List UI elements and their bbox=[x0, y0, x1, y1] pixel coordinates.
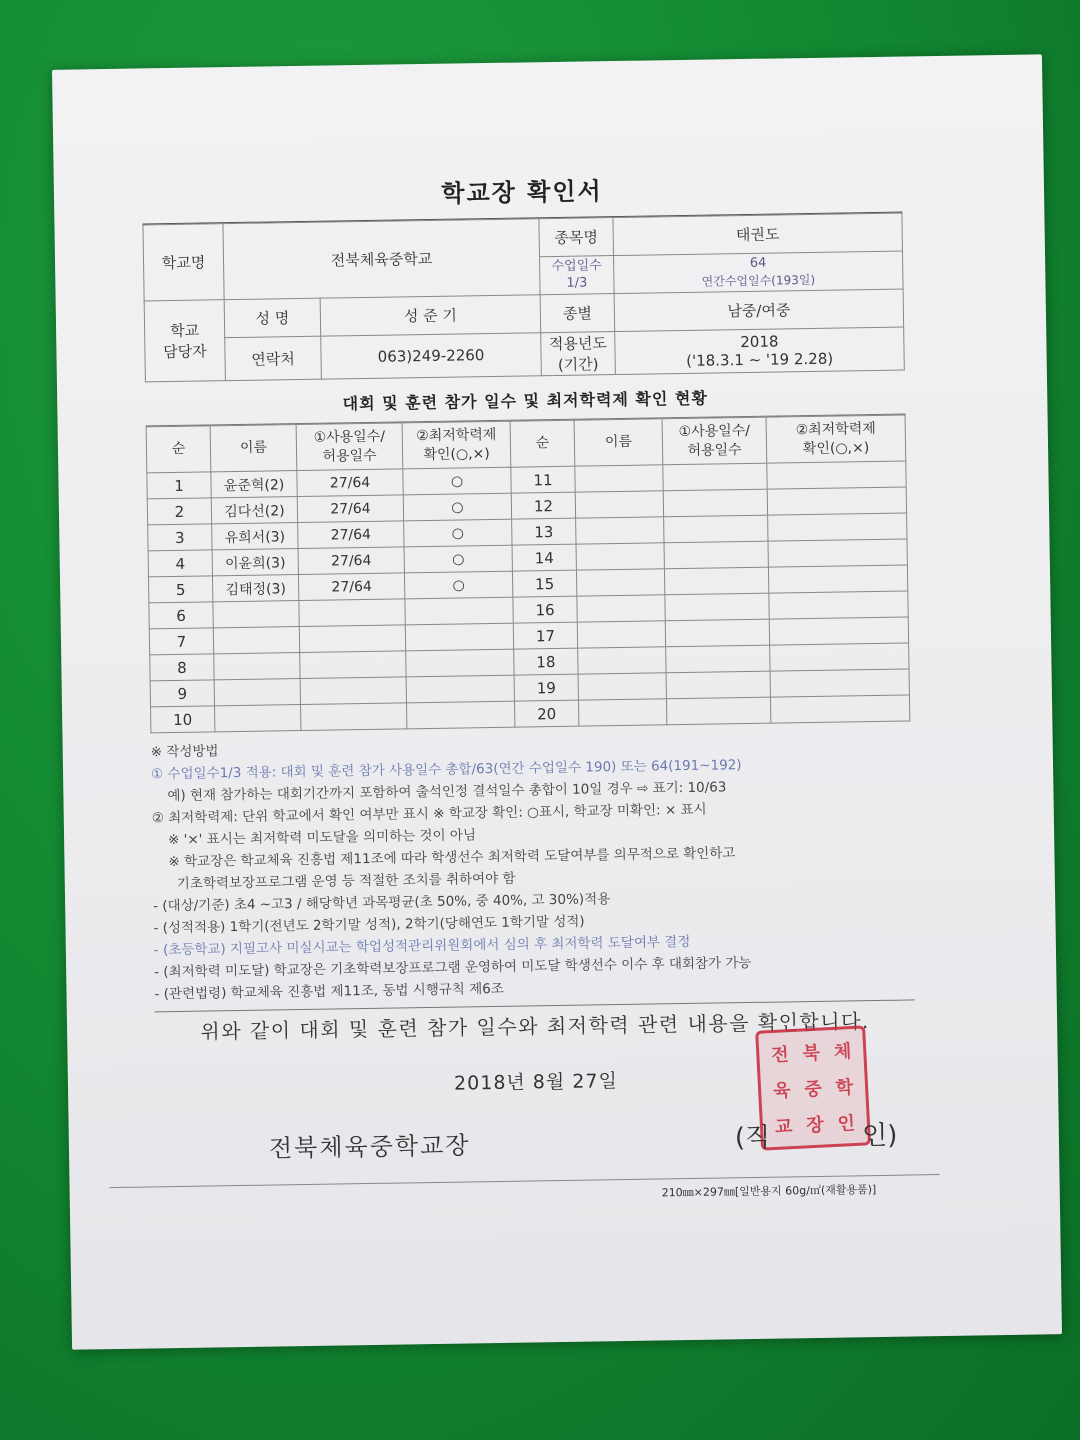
gender-value: 남중/여중 bbox=[614, 289, 904, 332]
row-check-right bbox=[770, 643, 909, 671]
note-line: ※ 작성방법 bbox=[150, 743, 219, 761]
row-days-left: 27/64 bbox=[298, 521, 404, 549]
days-label bbox=[540, 256, 615, 295]
issue-date: 2018년 8월 27일 bbox=[453, 1070, 619, 1095]
seal-char: 육 bbox=[772, 1080, 792, 1103]
days-label-line2: 1/3 bbox=[566, 274, 588, 291]
row-no-right: 13 bbox=[512, 518, 576, 545]
row-no-right: 18 bbox=[514, 648, 578, 675]
sport-value: 태권도 bbox=[613, 213, 903, 256]
note-line: 예) 현재 참가하는 대회기간까지 포함하여 출석인정 결석일수 총합이 10일 경우 ⇨ 표기: 10/63 bbox=[167, 779, 727, 805]
gender-label: 종별 bbox=[540, 294, 615, 333]
row-check-left bbox=[406, 675, 514, 703]
contact-label bbox=[144, 300, 225, 382]
row-name-left bbox=[215, 705, 301, 732]
row-check-right bbox=[770, 669, 909, 697]
note-line: ② 최저학력제: 단위 학교에서 확인 여부만 표시 ※ 학교장 확인: ○표시, 학교장 미확인: × 표시 bbox=[151, 801, 707, 827]
contact-label-line2: 담당자 bbox=[163, 342, 207, 362]
row-days-left: 27/64 bbox=[298, 547, 404, 575]
year-label bbox=[541, 332, 616, 376]
row-days-left bbox=[299, 625, 405, 653]
seal-left: (직 bbox=[734, 1122, 771, 1154]
confirmation-text: 위와 같이 대회 및 훈련 참가 일수와 최저학력 관련 내용을 확인합니다. bbox=[200, 1009, 870, 1044]
phone-label: 연락처 bbox=[225, 336, 322, 381]
row-no-right: 14 bbox=[512, 544, 576, 571]
row-no-right: 12 bbox=[511, 492, 575, 519]
row-days-right bbox=[664, 541, 768, 569]
header-check-line2: 확인(○,×) bbox=[802, 439, 870, 457]
days-note: 연간수업일수(193일) bbox=[701, 273, 816, 289]
header-check-line2: 확인(○,×) bbox=[423, 445, 490, 463]
row-name-left bbox=[213, 627, 299, 654]
seal-char: 학 bbox=[835, 1077, 854, 1099]
period-value: ('18.3.1 ~ '19 2.28) bbox=[686, 349, 834, 370]
header-check-right bbox=[766, 415, 906, 463]
row-no-left: 5 bbox=[148, 576, 212, 603]
row-name-right bbox=[578, 699, 666, 726]
header-check-line1: ②최저학력제 bbox=[416, 427, 497, 445]
year-label-line1: 적용년도 bbox=[548, 334, 607, 354]
row-check-right bbox=[767, 461, 906, 489]
year-label-line2: (기간) bbox=[557, 355, 599, 374]
section-title: 대회 및 훈련 참가 일수 및 최저학력제 확인 현황 bbox=[145, 370, 906, 426]
document-body bbox=[142, 167, 916, 1101]
document-title: 학교장 확인서 bbox=[142, 167, 903, 225]
row-check-left: ○ bbox=[404, 519, 512, 547]
paper-spec: 210㎜×297㎜[일반용지 60g/㎡(재활용품)] bbox=[661, 1183, 877, 1200]
row-no-left: 8 bbox=[150, 654, 214, 681]
header-check-line1: ②최저학력제 bbox=[795, 421, 876, 439]
row-name-right bbox=[578, 673, 666, 700]
row-no-right: 16 bbox=[513, 596, 577, 623]
header-days-line2: 허용일수 bbox=[687, 441, 742, 459]
info-table bbox=[142, 213, 904, 383]
row-name-left: 이윤희(3) bbox=[212, 549, 298, 576]
row-no-right: 19 bbox=[514, 674, 578, 701]
row-name-left: 김다선(2) bbox=[211, 497, 297, 524]
seal-char: 인 bbox=[837, 1112, 856, 1135]
row-check-left bbox=[406, 649, 514, 677]
row-check-right bbox=[768, 539, 907, 567]
row-name-left: 윤준혁(2) bbox=[211, 471, 297, 498]
seal-char: 장 bbox=[805, 1114, 825, 1137]
note-line: - (대상/기준) 초4 ~고3 / 해당학년 과목평균(초 50%, 중 40%, 고 30%)적용 bbox=[153, 891, 611, 915]
instructions bbox=[151, 729, 915, 1005]
note-line: 기초학력보장프로그램 운영 등 적절한 조치를 취하여야 함 bbox=[176, 870, 516, 892]
row-days-right bbox=[665, 619, 769, 647]
row-days-left: 27/64 bbox=[298, 573, 404, 601]
row-days-right bbox=[663, 463, 767, 491]
school-label: 학교명 bbox=[143, 224, 224, 301]
row-name-right bbox=[577, 621, 665, 648]
row-days-right bbox=[663, 489, 767, 517]
row-no-right: 17 bbox=[513, 622, 577, 649]
note-line: - (초등학교) 지필고사 미실시교는 학업성적관리위원회에서 심의 후 최저학력 도달여부 결정 bbox=[153, 933, 691, 959]
note-line: ※ 학교장은 학교체육 진흥법 제11조에 따라 학생선수 최저학력 도달여부를 의무적으로 확인하고 bbox=[168, 845, 736, 871]
row-name-right bbox=[577, 595, 665, 622]
participants-table bbox=[146, 414, 911, 733]
days-value: 64 bbox=[749, 255, 767, 271]
row-name-right bbox=[575, 465, 663, 492]
header-days-line1: ①사용일수/ bbox=[313, 428, 386, 447]
row-name-right bbox=[576, 517, 664, 544]
seal-char: 전 bbox=[770, 1044, 790, 1067]
sport-label: 종목명 bbox=[539, 218, 614, 257]
header-check-left bbox=[402, 421, 511, 469]
row-check-right bbox=[770, 695, 909, 723]
row-check-right bbox=[768, 513, 907, 541]
row-days-right bbox=[666, 645, 770, 673]
row-name-left bbox=[214, 653, 300, 680]
seal-right: 인) bbox=[861, 1120, 898, 1152]
header-days-right bbox=[662, 417, 767, 465]
name-label: 성 명 bbox=[224, 298, 321, 338]
row-check-left: ○ bbox=[404, 571, 512, 599]
row-no-left: 2 bbox=[147, 498, 211, 525]
row-no-right: 20 bbox=[514, 700, 578, 727]
header-name-left: 이름 bbox=[210, 425, 297, 472]
row-no-right: 11 bbox=[511, 466, 575, 493]
year-value-cell bbox=[615, 327, 905, 375]
seal-char: 교 bbox=[774, 1116, 793, 1138]
row-no-left: 6 bbox=[149, 602, 213, 629]
signer-name: 전북체육중학교장 bbox=[268, 1131, 471, 1163]
row-check-left bbox=[406, 701, 514, 729]
participants-body bbox=[147, 461, 910, 733]
note-line: ※ '×' 표시는 최저학력 미도달을 의미하는 것이 아님 bbox=[167, 827, 477, 849]
row-days-right bbox=[664, 567, 768, 595]
header-no-left: 순 bbox=[146, 426, 211, 473]
row-name-left bbox=[214, 679, 300, 706]
row-name-left: 김태정(3) bbox=[212, 575, 298, 602]
row-check-left: ○ bbox=[403, 493, 511, 521]
seal-mark bbox=[735, 1115, 898, 1155]
row-check-right bbox=[768, 565, 907, 593]
row-name-right bbox=[575, 491, 663, 518]
row-days-left: 27/64 bbox=[297, 495, 403, 523]
name-value: 성 준 기 bbox=[320, 295, 541, 336]
year-value: 2018 bbox=[740, 332, 779, 352]
row-days-left bbox=[300, 677, 406, 705]
contact-label-line1: 학교 bbox=[169, 321, 200, 341]
row-check-left: ○ bbox=[403, 467, 511, 495]
row-no-left: 1 bbox=[147, 472, 211, 499]
row-name-left bbox=[213, 601, 299, 628]
note-line: - (최저학력 미도달) 학교장은 기초학력보장프로그램 운영하여 미도달 학생선수 이수 후 대회참가 가능 bbox=[154, 954, 752, 981]
row-check-left bbox=[405, 623, 513, 651]
row-days-left: 27/64 bbox=[297, 469, 403, 497]
row-days-right bbox=[665, 593, 769, 621]
row-days-right bbox=[664, 515, 768, 543]
note-line: - (관련법령) 학교체육 진흥법 제11조, 동법 시행규칙 제6조 bbox=[154, 980, 505, 1003]
header-days-line2: 허용일수 bbox=[322, 447, 377, 465]
header-days-line1: ①사용일수/ bbox=[678, 423, 751, 441]
row-days-left bbox=[299, 599, 405, 627]
row-no-left: 4 bbox=[148, 550, 212, 577]
row-days-right bbox=[666, 697, 770, 725]
header-days-left bbox=[296, 423, 403, 471]
row-no-left: 9 bbox=[150, 680, 214, 707]
seal-char: 체 bbox=[833, 1041, 852, 1063]
row-check-right bbox=[769, 617, 908, 645]
phone-value: 063)249-2260 bbox=[321, 333, 542, 379]
days-value-cell bbox=[613, 251, 903, 294]
document-paper bbox=[52, 54, 1062, 1349]
row-check-left bbox=[405, 597, 513, 625]
row-days-right bbox=[666, 671, 770, 699]
row-name-right bbox=[578, 647, 666, 674]
row-name-right bbox=[576, 543, 664, 570]
note-line: ① 수업일수1/3 적용: 대회 및 훈련 참가 사용일수 총합/63(연간 수업일수 190) 또는 64(191~192) bbox=[150, 757, 742, 783]
row-name-left: 유희서(3) bbox=[212, 523, 298, 550]
row-check-right bbox=[769, 591, 908, 619]
row-check-left: ○ bbox=[404, 545, 512, 573]
row-no-left: 7 bbox=[149, 628, 213, 655]
row-days-left bbox=[300, 651, 406, 679]
row-no-left: 10 bbox=[151, 706, 215, 733]
seal-char: 북 bbox=[802, 1042, 821, 1065]
row-days-left bbox=[301, 703, 407, 731]
header-no-right: 순 bbox=[510, 420, 575, 467]
row-no-right: 15 bbox=[512, 570, 576, 597]
row-name-right bbox=[576, 569, 664, 596]
seal-char: 중 bbox=[803, 1078, 823, 1101]
row-check-right bbox=[767, 487, 906, 515]
note-line: - (성적적용) 1학기(전년도 2학기말 성적), 2학기(당해연도 1학기말 성적) bbox=[153, 913, 585, 937]
days-label-line1: 수업일수 bbox=[551, 258, 602, 275]
school-value: 전북체육중학교 bbox=[223, 219, 540, 300]
row-no-left: 3 bbox=[148, 524, 212, 551]
header-name-right: 이름 bbox=[574, 419, 663, 466]
